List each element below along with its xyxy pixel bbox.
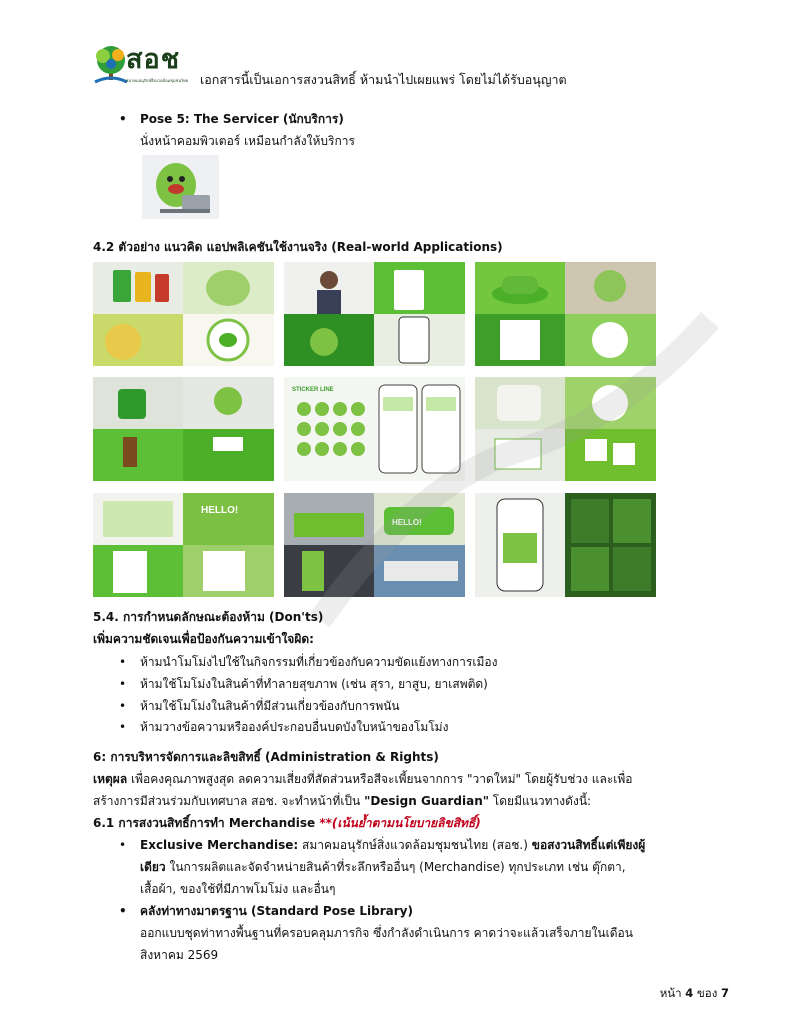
reason-line-1 [93, 770, 633, 788]
merch-text-1b: ขอสงวนสิทธิ์แต่เพียงผู้ [531, 838, 646, 852]
pose-library-line-1: ออกแบบชุดท่าทางพื้นฐานที่ครอบคลุมภารกิจ ซึ่งกำลังดำเนินการ คาดว่าจะแล้วเสร็จภายในเดือน [140, 926, 633, 940]
reason-label: เหตุผล [93, 772, 128, 786]
reason-text-2a: สร้างการมีส่วนร่วมกับเทศบาล สอช. จะทำหน้าที่เป็น [93, 794, 365, 808]
design-guardian-text: "Design Guardian" [364, 794, 489, 808]
merch-line-2 [140, 858, 626, 876]
section-5-4-heading: 5.4. การกำหนดลักษณะต้องห้าม (Don'ts) [93, 610, 324, 624]
hello-van-text: HELLO! [392, 518, 422, 527]
reason-text-1: เพื่อคงคุณภาพสูงสุด ลดความเสี่ยงที่สัดส่วนหรือสีจะเพี้ยนจากการ "วาดใหม่" โดยผู้รับช่วง และเพื่อ [127, 772, 633, 786]
confidentiality-notice: เอกสารนี้เป็นเอการสงวนสิทธิ์ ห้ามนำไปเผยแพร่ โดยไม่ได้รับอนุญาต [200, 72, 567, 87]
reason-line-2 [93, 792, 591, 810]
page-current: 4 [685, 986, 694, 1000]
merch-line-1 [140, 836, 645, 854]
pose5-title: • Pose 5: The Servicer (นักบริการ) [140, 110, 344, 128]
logo-subtext: สมาคมอนุรักษ์สิ่งแวดล้อมชุมชนไทย [126, 78, 189, 83]
mascot-servicer-image [142, 155, 219, 219]
merch-text-1a: สมาคมอนุรักษ์สิ่งแวดล้อมชุมชนไทย (สอช.) [298, 838, 532, 852]
page-total: 7 [720, 986, 729, 1000]
application-photo-brochure-poster [93, 493, 274, 597]
section-6-heading: 6: การบริหารจัดการและลิขสิทธิ์ (Administration & Rights) [93, 750, 439, 764]
application-photo-van-billboard [284, 493, 465, 597]
pose-library-line-2: สิงหาคม 2569 [140, 948, 219, 962]
hello-poster-text: HELLO! [201, 505, 239, 516]
pose5-description: นั่งหน้าคอมพิวเตอร์ เหมือนกำลังให้บริการ [140, 134, 355, 148]
dont-item-3: • ห้ามใช้โมโม่งในสินค้าที่มีส่วนเกี่ยวข้องกับการพนัน [140, 697, 400, 715]
page-number [660, 985, 729, 1003]
page-of-label: ของ [693, 986, 721, 1000]
logo-text: สอช [126, 44, 181, 75]
subsection-6-1-title: 6.1 การสงวนสิทธิ์การทำ Merchandise [93, 816, 320, 830]
application-photo-idcard-phone [284, 262, 465, 366]
merch-text-2b: ในการผลิตและจัดจำหน่ายสินค้าที่ระลึกหรืออื่นๆ (Merchandise) ทุกประเภท เช่น ตุ๊กตา, [165, 860, 626, 874]
application-photo-pillow-boxes [475, 377, 656, 481]
subsection-6-1-note: **(เน้นย้ำตามนโยบายลิขสิทธิ์) [319, 816, 481, 830]
reason-text-2b: โดยมีแนวทางดังนี้: [488, 794, 592, 808]
application-photo-app-social [475, 493, 656, 597]
sticker-line-label: STICKER LINE [292, 387, 334, 393]
application-photo-line-stickers [284, 377, 465, 481]
subsection-6-1-heading [93, 814, 481, 832]
application-photo-mug-stamp [93, 377, 274, 481]
page-label: หน้า [659, 986, 686, 1000]
pose-library-title: • คลังท่าทางมาตรฐาน (Standard Pose Library) [140, 902, 413, 920]
section-5-4-subheading: เพิ่มความชัดเจนเพื่อป้องกันความเข้าใจผิด: [93, 632, 314, 646]
dont-item-2: • ห้ามใช้โมโม่งในสินค้าที่ทำลายสุขภาพ (เช่น สุรา, ยาสูบ, ยาเสพติด) [140, 675, 488, 693]
merch-title: Exclusive Merchandise: [140, 838, 299, 852]
section-4-2-heading: 4.2 ตัวอย่าง แนวคิด แอปพลิเคชันใช้งานจริง (Real-world Applications) [93, 240, 503, 254]
application-photo-bins-cups [93, 262, 274, 366]
merch-text-2a: เดียว [140, 860, 166, 874]
organization-logo [91, 44, 131, 88]
application-photo-hat-shirt [475, 262, 656, 366]
dont-item-4: • ห้ามวางข้อความหรือองค์ประกอบอื่นบดบังใบหน้าของโมโม่ง [140, 718, 448, 736]
dont-item-1: • ห้ามนำโมโม่งไปใช้ในกิจกรรมที่เกี่ยวข้องกับความขัดแย้งทางการเมือง [140, 653, 497, 671]
merch-line-3: เสื้อผ้า, ของใช้ที่มีภาพโมโม่ง และอื่นๆ [140, 882, 336, 896]
